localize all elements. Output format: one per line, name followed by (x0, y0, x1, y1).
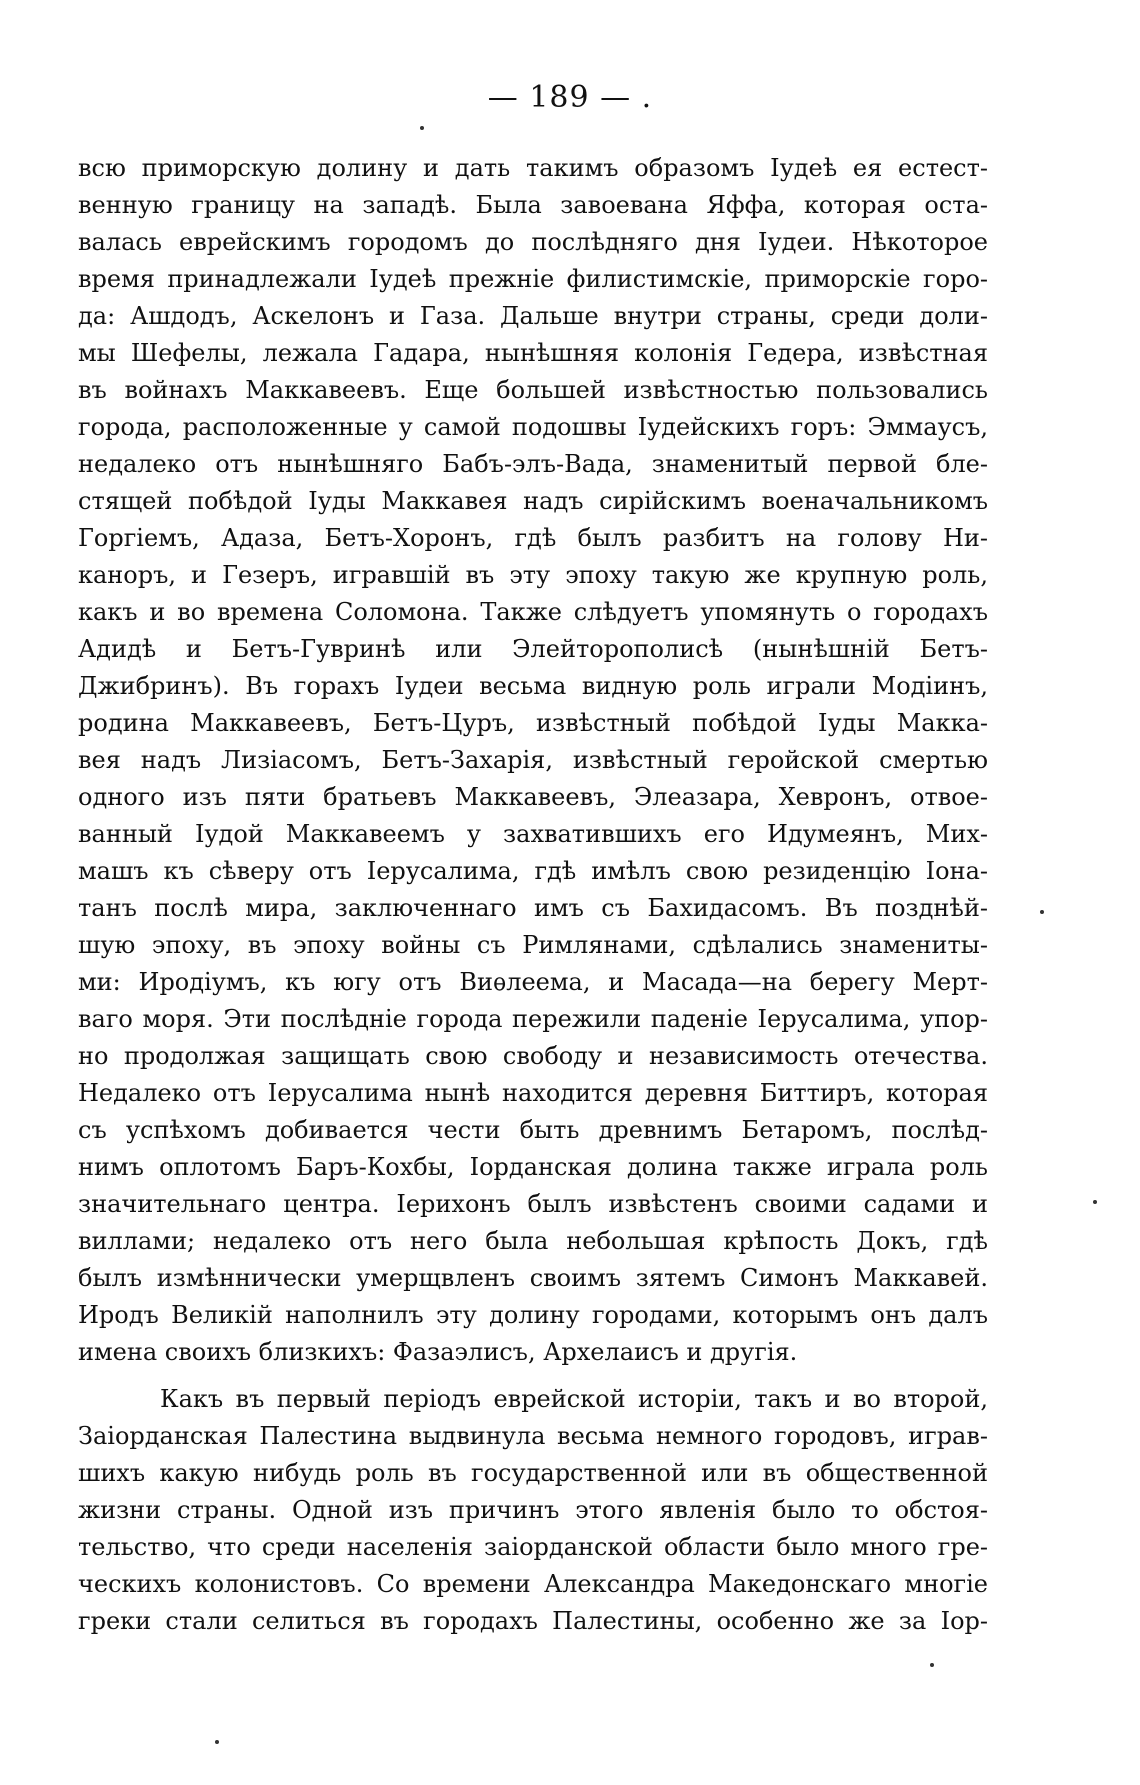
scan-speck (420, 126, 424, 130)
text-line: танъ послѣ мира, заключеннаго имъ съ Бахидасомъ. Въ позднѣй- (78, 894, 988, 922)
text-line: имена своихъ близкихъ: Фазаэлисъ, Архелаисъ и другія. (78, 1338, 798, 1366)
text-line: время принадлежали Іудеѣ прежніе филистимскіе, приморскіе горо- (78, 265, 988, 293)
text-line: да: Ашдодъ, Аскелонъ и Газа. Дальше внутри страны, среди доли- (78, 302, 988, 330)
scan-speck (1093, 1200, 1097, 1204)
text-line: шую эпоху, въ эпоху войны съ Римлянами, сдѣлались знамениты- (78, 931, 988, 959)
text-line: каноръ, и Гезеръ, игравшій въ эту эпоху такую же крупную роль, (78, 561, 988, 589)
text-line: города, расположенные у самой подошвы Іудейскихъ горъ: Эммаусъ, (78, 413, 988, 441)
text-line: венную границу на западѣ. Была завоевана Яффа, которая оста- (78, 191, 988, 219)
text-line: Недалеко отъ Іерусалима нынѣ находится деревня Биттиръ, которая (78, 1079, 988, 1107)
text-line: греки стали селиться въ городахъ Палестины, особенно же за Іор- (78, 1607, 988, 1635)
paragraph-2 (78, 1381, 988, 1640)
text-line: ми: Иродіумъ, къ югу отъ Виѳлеема, и Масада—на берегу Мерт- (78, 968, 988, 996)
text-line: Иродъ Великій наполнилъ эту долину городами, которымъ онъ далъ (78, 1301, 988, 1329)
text-line: вея надъ Лизіасомъ, Бетъ-Захарія, извѣстный геройской смертью (78, 746, 988, 774)
page-number: — 189 — . (487, 80, 653, 115)
text-line: Адидѣ и Бетъ-Гувринѣ или Элейторополисѣ (нынѣшній Бетъ- (78, 635, 988, 663)
text-line: ваго моря. Эти послѣдніе города пережили паденіе Іерусалима, упор- (78, 1005, 988, 1033)
text-line: жизни страны. Одной изъ причинъ этого явленія было то обстоя- (78, 1496, 988, 1524)
text-line: Заіорданская Палестина выдвинула весьма немного городовъ, играв- (78, 1422, 988, 1450)
text-line: одного изъ пяти братьевъ Маккавеевъ, Элеазара, Хевронъ, отвое- (78, 783, 988, 811)
text-line: машъ къ сѣверу отъ Іерусалима, гдѣ имѣлъ свою резиденцію Іона- (78, 857, 988, 885)
text-line: тельство, что среди населенія заіорданской области было много гре- (78, 1533, 988, 1561)
text-line: ческихъ колонистовъ. Со времени Александра Македонскаго многіе (78, 1570, 988, 1598)
text-line: родина Маккавеевъ, Бетъ-Цуръ, извѣстный побѣдой Іуды Макка- (78, 709, 988, 737)
text-line: валась еврейскимъ городомъ до послѣдняго дня Іудеи. Нѣкоторое (78, 228, 988, 256)
body-text (78, 150, 988, 1640)
text-line: былъ измѣннически умерщвленъ своимъ зятемъ Симонъ Маккавей. (78, 1264, 988, 1292)
scan-speck (215, 1740, 219, 1744)
paragraph-1 (78, 150, 988, 1371)
text-line: нимъ оплотомъ Баръ-Кохбы, Іорданская долина также играла роль (78, 1153, 988, 1181)
text-line: но продолжая защищать свою свободу и независимость отечества. (78, 1042, 988, 1070)
text-line: недалеко отъ нынѣшняго Бабъ-элъ-Вада, знаменитый первой бле- (78, 450, 988, 478)
text-line: какъ и во времена Соломона. Также слѣдуетъ упомянуть о городахъ (78, 598, 988, 626)
text-line: виллами; недалеко отъ него была небольшая крѣпость Докъ, гдѣ (78, 1227, 988, 1255)
text-line: стящей побѣдой Іуды Маккавея надъ сирійскимъ военачальникомъ (78, 487, 988, 515)
text-line: ванный Іудой Маккавеемъ у захватившихъ его Идумеянъ, Мих- (78, 820, 988, 848)
text-line: шихъ какую нибудь роль въ государственной или въ общественной (78, 1459, 988, 1487)
text-line: всю приморскую долину и дать такимъ образомъ Іудеѣ ея естест- (78, 154, 988, 182)
text-line: съ успѣхомъ добивается чести быть древнимъ Бетаромъ, послѣд- (78, 1116, 988, 1144)
text-line: Какъ въ первый періодъ еврейской исторіи, такъ и во второй, (160, 1385, 988, 1413)
text-line: Джибринъ). Въ горахъ Іудеи весьма видную роль играли Модіинъ, (78, 672, 988, 700)
scan-speck (930, 1663, 934, 1667)
scan-speck (1040, 910, 1044, 914)
text-line: значительнаго центра. Іерихонъ былъ извѣстенъ своими садами и (78, 1190, 988, 1218)
text-line: Горгіемъ, Адаза, Бетъ-Хоронъ, гдѣ былъ разбитъ на голову Ни- (78, 524, 988, 552)
text-line: мы Шефелы, лежала Гадара, нынѣшняя колонія Гедера, извѣстная (78, 339, 988, 367)
text-line: въ войнахъ Маккавеевъ. Еще большей извѣстностью пользовались (78, 376, 988, 404)
